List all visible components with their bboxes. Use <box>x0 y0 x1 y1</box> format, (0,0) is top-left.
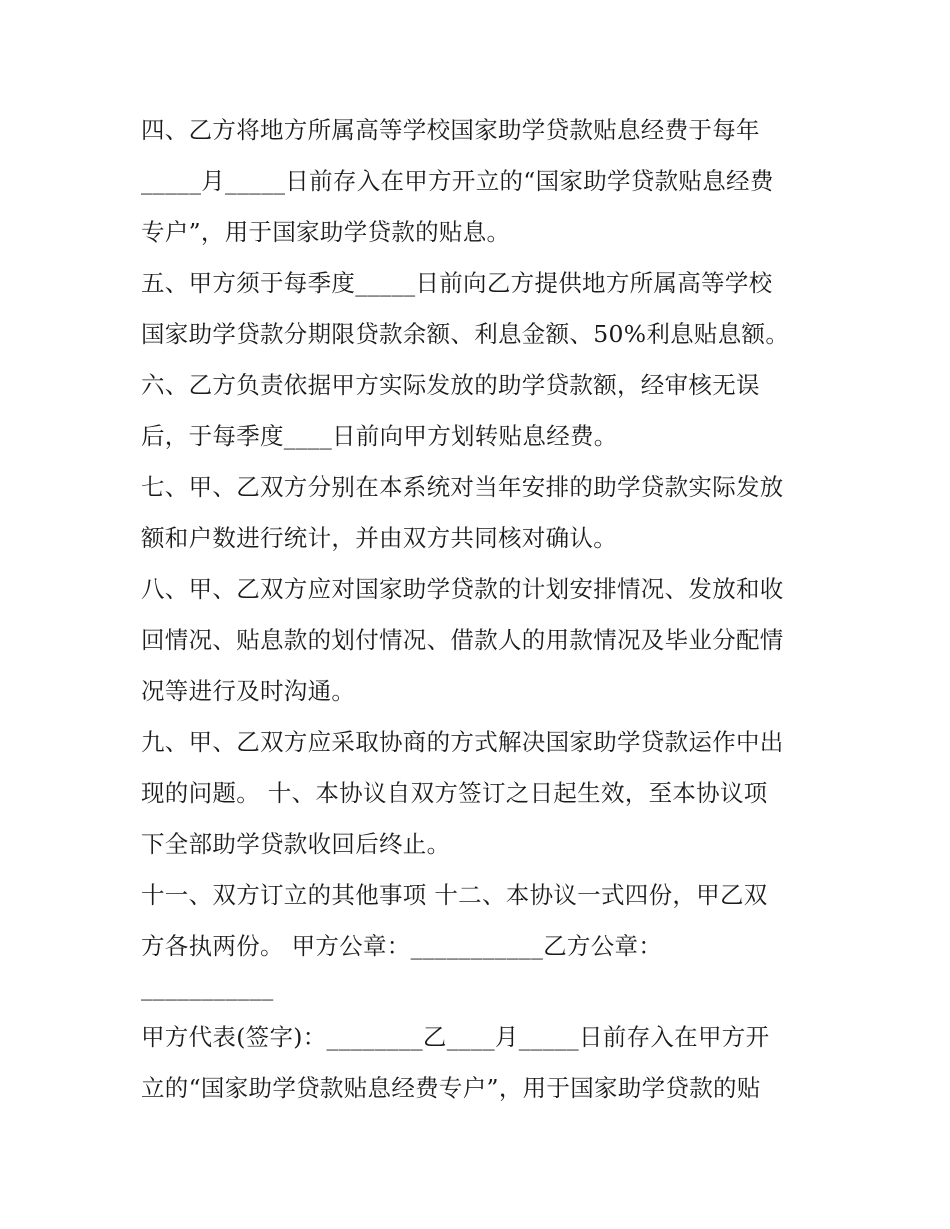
text-line: 况等进行及时沟通。 <box>141 677 356 705</box>
signature-blank: ___________ <box>141 973 274 1001</box>
text-line: 专户”，用于国家助学贷款的贴息。 <box>141 218 511 246</box>
text-line: 十一、双方订立的其他事项 十二、本协议一式四份，甲乙双 <box>141 881 768 909</box>
text-line: 国家助学贷款分期限贷款余额、利息金额、50%利息贴息额。 <box>141 320 790 348</box>
text-line: _____月_____日前存入在甲方开立的“国家助学贷款贴息经费 <box>141 167 774 195</box>
text-line: 四、乙方将地方所属高等学校国家助学贷款贴息经费于每年 <box>141 116 760 144</box>
text-line: 甲方代表(签字)：________乙____月_____日前存入在甲方开 <box>141 1023 770 1051</box>
text-line: 方各执两份。 甲方公章：___________乙方公章： <box>141 932 663 960</box>
text-line: 七、甲、乙双方分别在本系统对当年安排的助学贷款实际发放 <box>141 473 784 501</box>
text-line: 现的问题。 十、本协议自双方签订之日起生效，至本协议项 <box>141 779 768 807</box>
text-line: 立的“国家助学贷款贴息经费专户”，用于国家助学贷款的贴 <box>141 1074 761 1102</box>
text-line: 九、甲、乙双方应采取协商的方式解决国家助学贷款运作中出 <box>141 728 784 756</box>
text-line: 五、甲方须于每季度_____日前向乙方提供地方所属高等学校 <box>141 269 773 297</box>
text-line: 下全部助学贷款收回后终止。 <box>141 830 451 858</box>
text-line: 六、乙方负责依据甲方实际发放的助学贷款额，经审核无误 <box>141 371 760 399</box>
text-line: 额和户数进行统计，并由双方共同核对确认。 <box>141 524 617 552</box>
text-line: 后，于每季度____日前向甲方划转贴息经费。 <box>141 422 618 450</box>
text-line: 回情况、贴息款的划付情况、借款人的用款情况及毕业分配情 <box>141 626 784 654</box>
text-line: 八、甲、乙双方应对国家助学贷款的计划安排情况、发放和收 <box>141 575 784 603</box>
